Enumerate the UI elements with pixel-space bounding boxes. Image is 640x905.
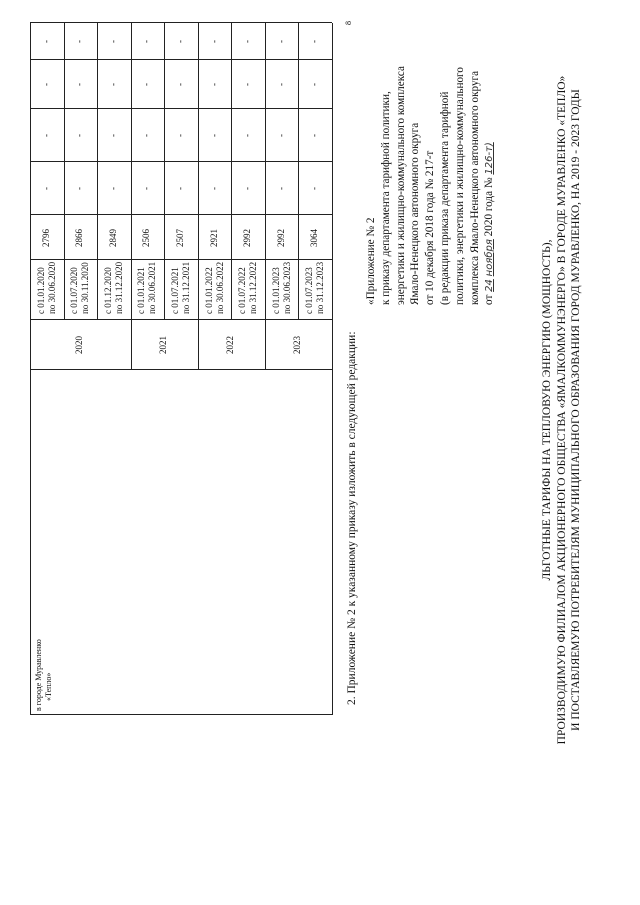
- tariff-value: 2796: [40, 229, 51, 247]
- period-cell: [36, 262, 58, 314]
- column-line: [30, 259, 332, 260]
- empty-value-dash: -: [74, 83, 85, 86]
- tariff-value: 2849: [107, 229, 118, 247]
- empty-value-dash: -: [242, 187, 253, 190]
- period-from: с 01.01.2021: [136, 267, 147, 314]
- year-label: 2021: [158, 336, 169, 354]
- empty-value-dash: -: [208, 40, 219, 43]
- tariff-value: 2866: [74, 229, 85, 247]
- period-from: с 01.07.2020: [69, 267, 80, 314]
- handwritten-day: 24: [484, 279, 496, 292]
- document-title: [540, 5, 584, 815]
- period-from: с 01.01.2020: [35, 267, 46, 314]
- period-to: по 31.12.2020: [113, 261, 124, 314]
- empty-value-dash: -: [208, 134, 219, 137]
- handwritten-month: ноября: [484, 239, 496, 277]
- empty-value-dash: -: [242, 40, 253, 43]
- tariff-value: 2506: [141, 229, 152, 247]
- period-from: с 01.01.2022: [203, 267, 214, 314]
- column-line: [30, 214, 332, 215]
- appendix-title: «Приложение № 2: [365, 217, 377, 305]
- empty-value-dash: -: [208, 187, 219, 190]
- title-line-1: ЛЬГОТНЫЕ ТАРИФЫ НА ТЕПЛОВУЮ ЭНЕРГИЮ (МОЩНОСТЬ),: [541, 239, 553, 581]
- empty-value-dash: -: [309, 83, 320, 86]
- year-label: 2023: [292, 336, 303, 354]
- year-label: 2022: [225, 336, 236, 354]
- period-to: по 30.06.2023: [281, 261, 292, 314]
- tariff-value: 2921: [208, 229, 219, 247]
- empty-value-dash: -: [141, 134, 152, 137]
- empty-value-dash: -: [309, 134, 320, 137]
- period-from: с 01.01.2023: [270, 267, 281, 314]
- empty-value-dash: -: [242, 83, 253, 86]
- period-from: с 01.07.2022: [237, 267, 248, 314]
- year-label: 2020: [74, 336, 85, 354]
- table-border-right: [30, 22, 332, 23]
- region-label-line-1: в городе Муравленко: [34, 639, 43, 711]
- region-label: [34, 411, 54, 711]
- empty-value-dash: -: [107, 40, 118, 43]
- empty-value-dash: -: [141, 40, 152, 43]
- empty-value-dash: -: [74, 187, 85, 190]
- empty-value-dash: -: [309, 187, 320, 190]
- column-line: [30, 108, 332, 109]
- period-separator: [298, 23, 299, 320]
- empty-value-dash: -: [74, 134, 85, 137]
- appendix-year-text: 2020 года №: [483, 177, 496, 237]
- empty-value-dash: -: [107, 134, 118, 137]
- period-to: по 30.06.2022: [214, 261, 225, 314]
- period-cell: [304, 262, 326, 314]
- tariff-value: 3064: [309, 229, 320, 247]
- period-to: по 30.06.2020: [46, 261, 57, 314]
- period-separator: [97, 23, 98, 320]
- period-cell: [69, 262, 91, 314]
- period-from: с 01.07.2023: [304, 267, 315, 314]
- period-cell: [271, 262, 293, 314]
- title-line-3: И ПОСТАВЛЯЕМУЮ ПОТРЕБИТЕЛЯМ МУНИЦИПАЛЬНОГО ОБРАЗОВАНИЯ ГОРОД МУРАВЛЕНКО, НА 2019 - 2023 ГОДЫ: [570, 89, 583, 731]
- table-border-bottom: [332, 23, 333, 715]
- period-to: по 31.12.2022: [248, 261, 259, 314]
- empty-value-dash: -: [175, 83, 185, 86]
- paragraph-2: 2. Приложение № 2 к указанному приказу изложить в следующей редакции:: [346, 331, 358, 705]
- tariff-value: 2507: [175, 229, 185, 247]
- period-cell: [103, 262, 125, 314]
- tariff-table: [30, 23, 332, 715]
- year-separator: [198, 23, 199, 370]
- appendix-last-prefix: от: [483, 294, 496, 305]
- period-separator: [164, 23, 165, 320]
- empty-value-dash: -: [175, 134, 185, 137]
- tariff-value: 2992: [242, 229, 253, 247]
- appendix-line: политики, энергетики и жилищно-коммунального: [453, 67, 466, 305]
- empty-value-dash: -: [275, 40, 286, 43]
- tariff-value: 2992: [275, 229, 286, 247]
- corner-mark: 8: [344, 21, 353, 25]
- title-line-2: ПРОИЗВОДИМУЮ ФИЛИАЛОМ АКЦИОНЕРНОГО ОБЩЕСТВА «ЯМАЛКОММУНЭНЕРГО» В ГОРОДЕ МУРАВЛЕНКО «ТЕПЛО»: [555, 75, 568, 745]
- appendix-line: к приказу департамента тарифной политики,: [379, 91, 392, 305]
- appendix-header: [364, 66, 498, 305]
- period-from: с 01.07.2021: [170, 267, 180, 314]
- empty-value-dash: -: [107, 83, 118, 86]
- period-cell: [136, 262, 158, 314]
- empty-value-dash: -: [175, 40, 185, 43]
- period-separator: [231, 23, 232, 320]
- appendix-line: (в редакции приказа департамента тарифной: [438, 91, 451, 305]
- empty-value-dash: -: [141, 187, 152, 190]
- empty-value-dash: -: [40, 187, 51, 190]
- appendix-line: комплекса Ямало-Ненецкого автономного округа: [468, 70, 481, 305]
- empty-value-dash: -: [40, 83, 51, 86]
- empty-value-dash: -: [107, 187, 118, 190]
- period-to: по 31.12.2021: [181, 261, 191, 314]
- region-label-line-2: «Тепло»: [44, 672, 53, 701]
- period-cell: [170, 262, 192, 314]
- appendix-line: от 10 декабря 2018 года № 217-т: [424, 150, 437, 305]
- table-border-left: [30, 714, 332, 715]
- period-to: по 30.11.2020: [80, 262, 91, 314]
- empty-value-dash: -: [208, 83, 219, 86]
- empty-value-dash: -: [309, 40, 320, 43]
- empty-value-dash: -: [275, 134, 286, 137]
- column-line: [30, 59, 332, 60]
- appendix-last-line: [482, 66, 498, 305]
- empty-value-dash: -: [275, 83, 286, 86]
- empty-value-dash: -: [74, 40, 85, 43]
- period-cell: [204, 262, 226, 314]
- empty-value-dash: -: [275, 187, 286, 190]
- year-separator: [131, 23, 132, 370]
- empty-value-dash: -: [175, 187, 185, 190]
- period-separator: [64, 23, 65, 320]
- empty-value-dash: -: [242, 134, 253, 137]
- period-cell: [237, 262, 259, 314]
- empty-value-dash: -: [40, 40, 51, 43]
- appendix-line: Ямало-Ненецкого автономного округа: [409, 122, 422, 305]
- period-to: по 31.12.2023: [315, 261, 326, 314]
- empty-value-dash: -: [40, 134, 51, 137]
- column-line: [30, 161, 332, 162]
- appendix-line: энергетики и жилищно-коммунального комплекса: [394, 66, 407, 305]
- period-from: с 01.12.2020: [102, 267, 113, 314]
- period-to: по 30.06.2021: [147, 261, 158, 314]
- year-separator: [265, 23, 266, 370]
- empty-value-dash: -: [141, 83, 152, 86]
- handwritten-number: 126-т): [484, 142, 496, 175]
